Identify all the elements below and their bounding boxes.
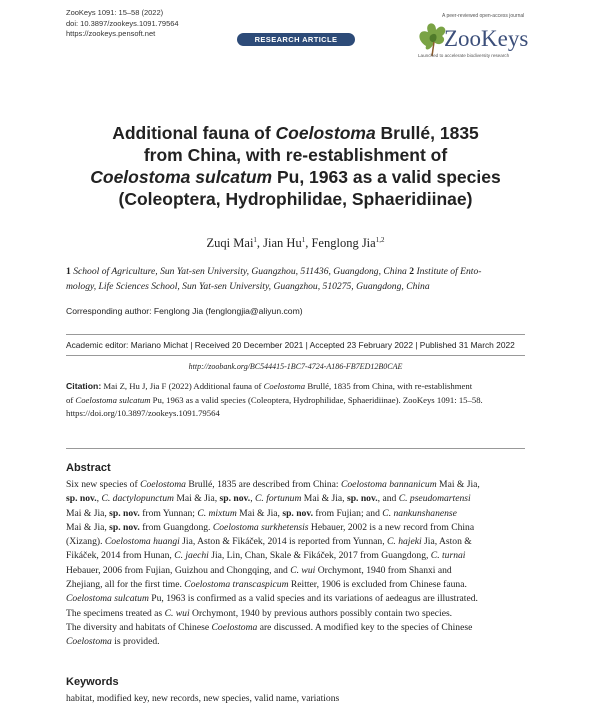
logo-tagline: A peer-reviewed open-access journal — [442, 13, 525, 19]
zoobank-link[interactable]: http://zoobank.org/BC544415-1BC7-4724-A186-FB7ED12B0CAE — [188, 362, 403, 371]
citation-block: Citation: Mai Z, Hu J, Jia F (2022) Additional fauna of Coelostoma Brullé, 1835 from China, with re-establishment of Coelostoma sulcatum Pu, 1963 as a valid species (Coleoptera, Hydrophilidae, Sphaeridiinae). ZooKeys 1091: 15–58. https://doi.org/10.3897/zookeys.1091.79564 — [66, 380, 528, 421]
abstract-line: Zhejiang, all for the first time. Coelostoma transcaspicum Reitter, 1906 is excluded from Chinese fauna. — [66, 579, 467, 591]
journal-url-link[interactable]: https://zookeys.pensoft.net — [66, 29, 156, 38]
keywords-text: habitat, modified key, new records, new species, valid name, variations — [66, 693, 340, 704]
research-article-badge: RESEARCH ARTICLE — [237, 33, 355, 46]
author-name[interactable]: Fenglong Jia — [311, 236, 376, 251]
corresponding-author[interactable]: Corresponding author: Fenglong Jia (fenglongjia@aliyun.com) — [66, 306, 303, 316]
editor-dates-line: Academic editor: Mariano Michat | Received 20 December 2021 | Accepted 23 February 2022 | Published 31 March 2022 — [66, 340, 515, 350]
author-name[interactable]: Zuqi Mai — [206, 236, 254, 251]
divider — [66, 448, 525, 449]
journal-citation: ZooKeys 1091: 15–58 (2022) — [66, 8, 164, 17]
divider — [66, 355, 525, 356]
journal-meta — [66, 8, 179, 40]
logo-subtitle: Launched to accelerate biodiversity research — [418, 53, 510, 58]
affiliations: 1 School of Agriculture, Sun Yat-sen University, Guangzhou, 511436, Guangdong, China 2 Institute of Ento- mology, Life Sciences School, Sun Yat-sen University, Guangzhou, 510275, Guangdong, China — [66, 266, 482, 292]
citation-doi-link[interactable]: https://doi.org/10.3897/zookeys.1091.79564 — [66, 408, 220, 418]
abstract-line: Six new species of Coelostoma Brullé, 1835 are described from China: Coelostoma bannanicum Mai & Jia, — [66, 479, 480, 490]
abstract-line: Coelostoma is provided. — [66, 636, 160, 648]
abstract-line: Fikáček, 2014 from Hunan, C. jaechi Jia, Lin, Chan, Skale & Fikáček, 2017 from Guangdong, C. turnai — [66, 550, 466, 562]
author-name[interactable]: Jian Hu — [263, 236, 302, 251]
abstract-line: The diversity and habitats of Chinese Coelostoma are discussed. A modified key to the species of Chinese — [66, 621, 473, 633]
keywords-heading: Keywords — [66, 676, 119, 688]
abstract-heading: Abstract — [66, 462, 111, 474]
abstract-body — [66, 478, 532, 650]
abstract-line: Hebauer, 2006 from Fujian, Guizhou and Chongqing, and C. wui Orchymont, 1940 from Shanxi and — [66, 564, 452, 576]
abstract-line: The specimens treated as C. wui Orchymont, 1940 by previous authors possibly contain two species. — [66, 607, 453, 619]
logo-wordmark: ZooKeys — [444, 26, 529, 51]
abstract-line: Coelostoma sulcatum Pu, 1963 is confirmed as a valid species and its variations of aedeagus are illustrated. — [66, 593, 478, 605]
article-title: Additional fauna of Coelostoma Brullé, 1835 from China, with re-establishment of Coelostoma sulcatum Pu, 1963 as a valid species (Coleoptera, Hydrophilidae, Sphaeridiinae) — [90, 123, 501, 209]
author-list: Zuqi Mai$^1$, Jian Hu$^1$, Fenglong Jia$^{1,2}$ — [206, 236, 385, 251]
divider — [66, 334, 525, 335]
abstract-line: sp. nov., C. dactylopunctum Mai & Jia, sp. nov., C. fortunum Mai & Jia, sp. nov., and C. pseudomartensi — [66, 493, 471, 505]
abstract-line: Mai & Jia, sp. nov. from Guangdong. Coelostoma surkhetensis Hebauer, 2002 is a new record from China — [66, 521, 475, 533]
abstract-line: (Xizang). Coelostoma huangi Jia, Aston & Fikáček, 2014 is reported from Yunnan, C. hajeki Jia, Aston & — [66, 536, 472, 548]
doi-text[interactable]: doi: 10.3897/zookeys.1091.79564 — [66, 18, 179, 28]
abstract-line: Mai & Jia, sp. nov. from Yunnan; C. mixtum Mai & Jia, sp. nov. from Fujian; and C. nankunshanense — [66, 507, 457, 519]
